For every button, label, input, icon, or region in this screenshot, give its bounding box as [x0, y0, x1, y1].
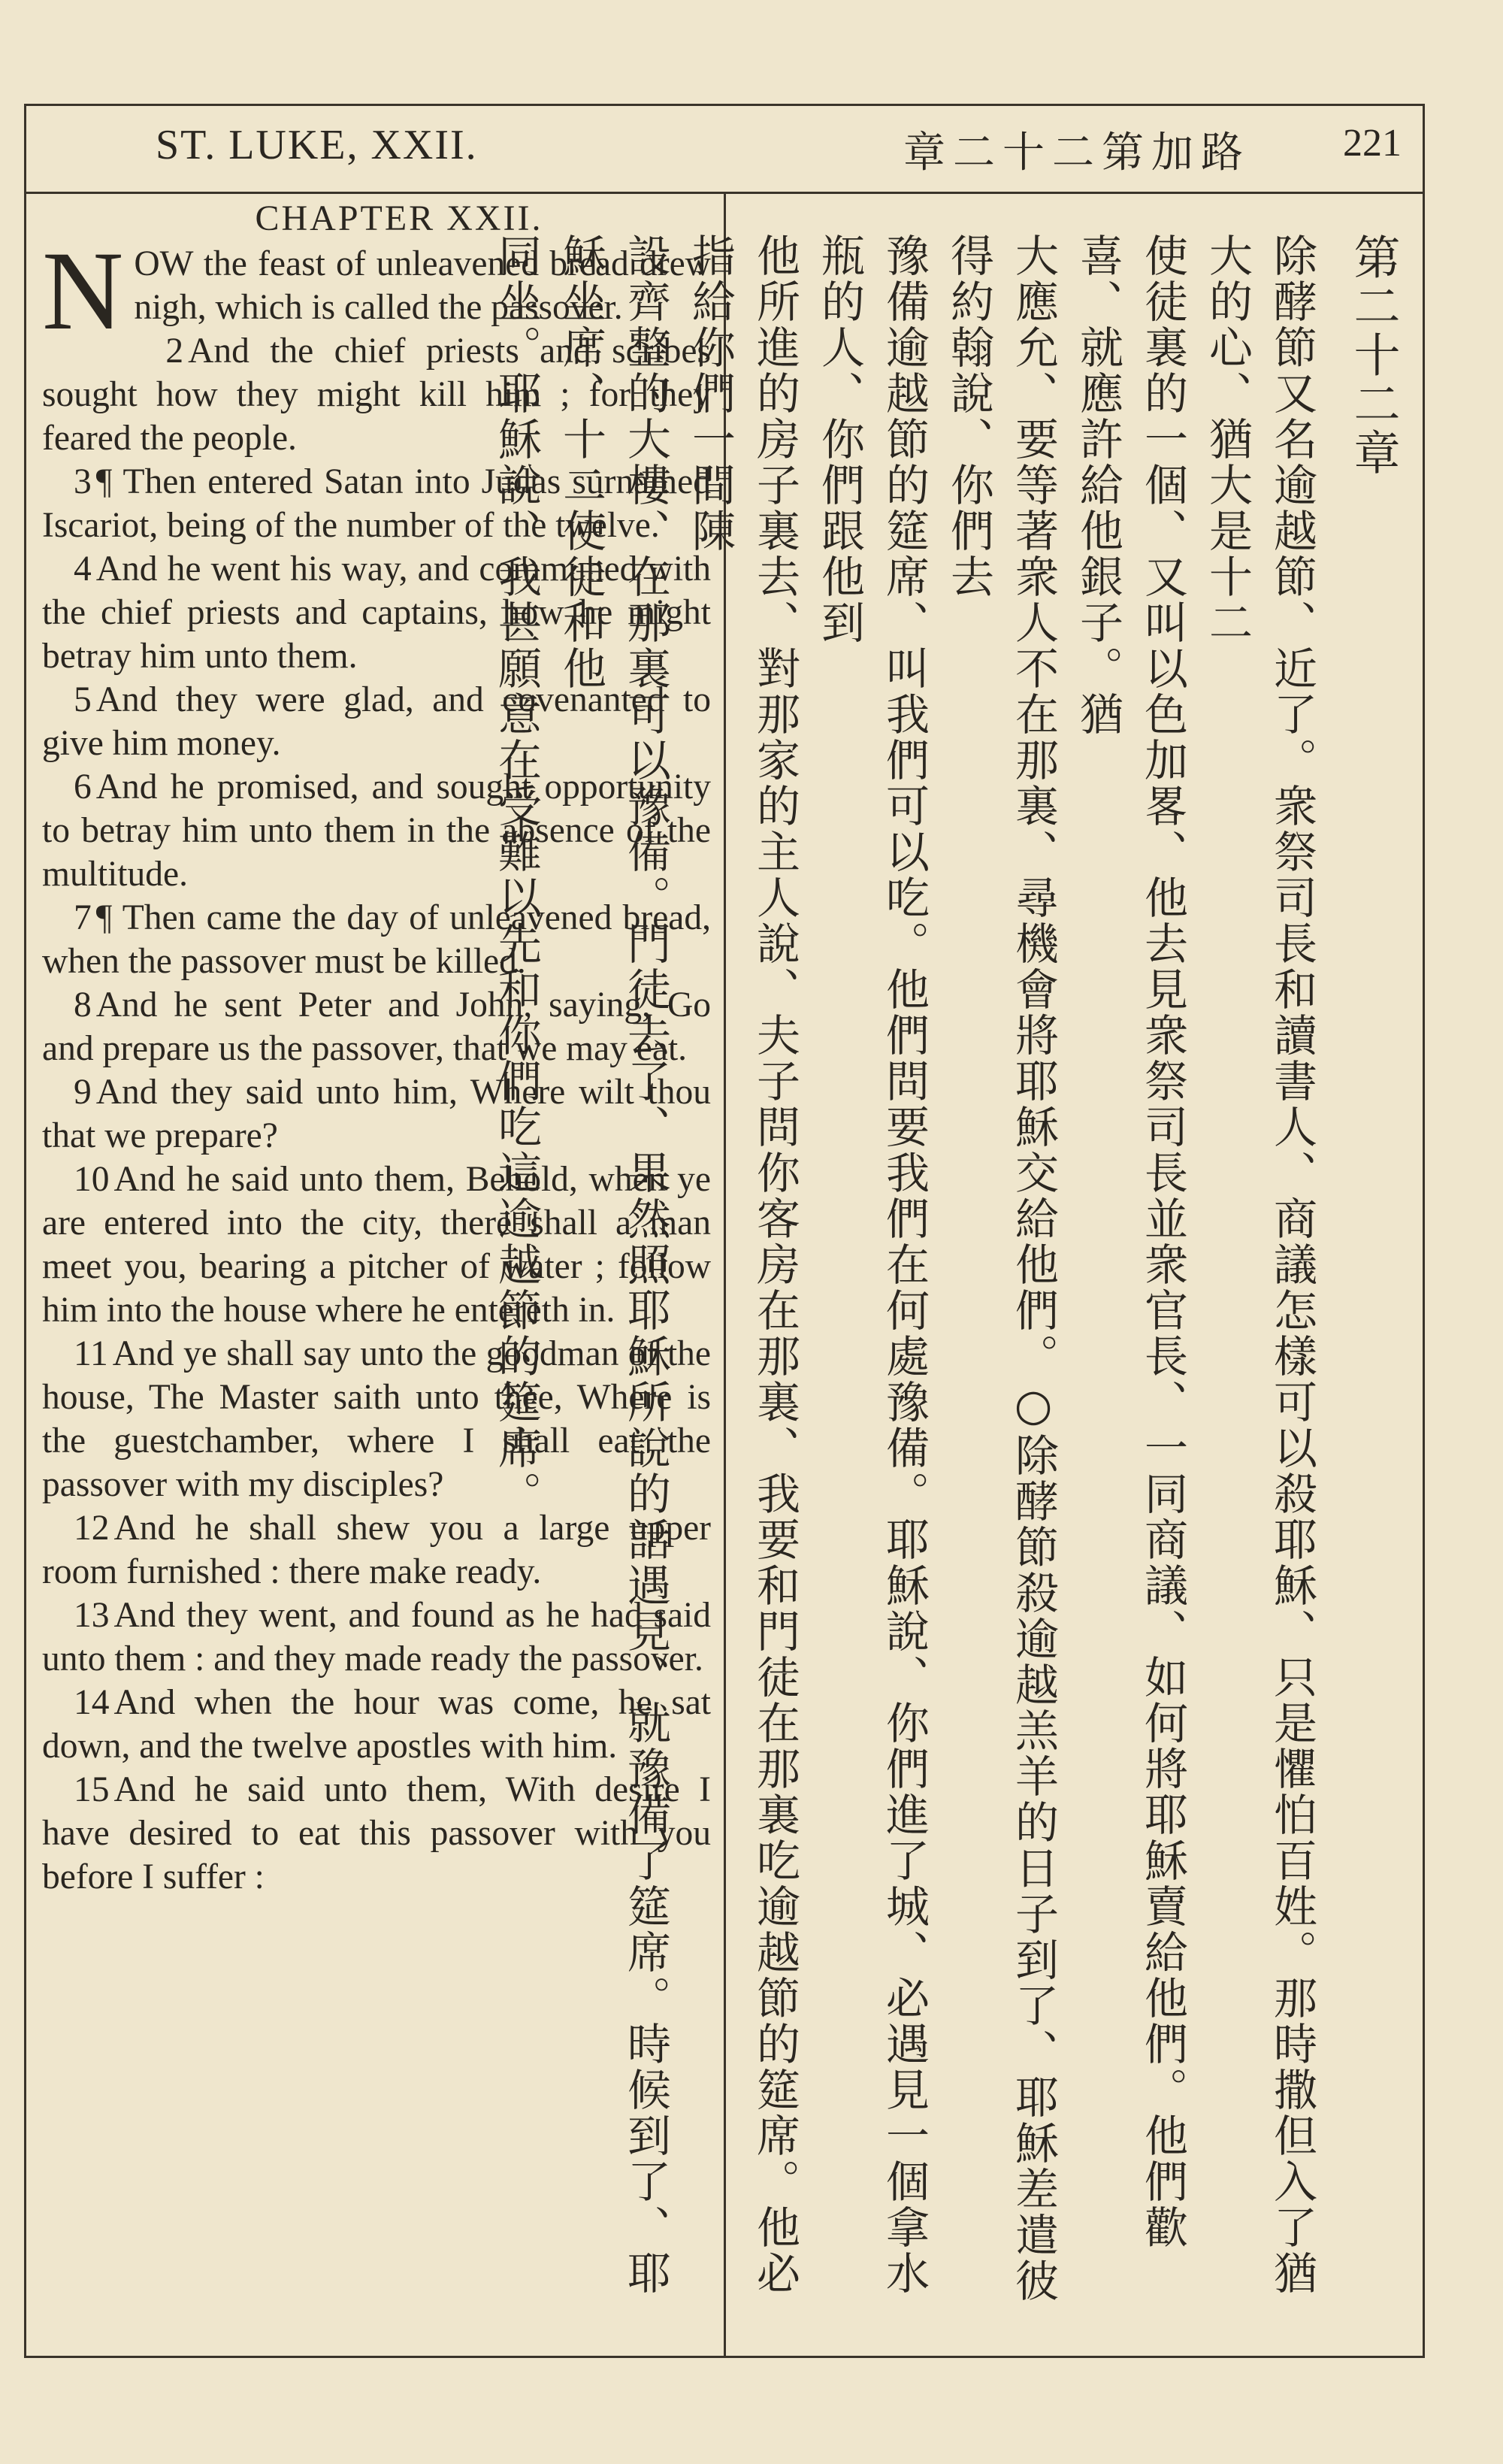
- chinese-text-line: 除酵節又名逾越節、近了。衆祭司長和讀書人、商議怎樣可以殺耶穌、只是懼怕百姓。那時撒但入了猶大的心、猶大是十二: [1202, 233, 1317, 2296]
- verse-number: 8: [74, 985, 92, 1025]
- verse-text: ¶ Then came the day of unleavened bread, when the passover must be killed.: [42, 898, 711, 981]
- verse-text: ¶ Then entered Satan into Judas surnamed Iscariot, being of the number of the twelve.: [42, 462, 711, 545]
- verse-text: And they went, and found as he had said unto them : and they made ready the passover.: [42, 1596, 711, 1678]
- verse-text: And when the hour was come, he sat down, and the twelve apostles with him.: [42, 1683, 711, 1766]
- verse-text: And he went his way, and communed with the chief priests and captains, how he might betray him unto them.: [42, 549, 711, 676]
- chinese-chapter-heading: 第二十二章: [1346, 233, 1401, 477]
- verse-number: 7: [74, 898, 92, 937]
- chinese-text-line: 大應允、要等著衆人不在那裏、尋機會將耶穌交給他們。○除酵節殺逾越羔羊的日子到了、耶穌差遣彼得約翰說、你們去: [943, 233, 1059, 2304]
- verse-number: 3: [74, 462, 92, 501]
- verse-text: And he promised, and sought opportunity to betray him unto them in the absence of the multitude.: [42, 767, 711, 894]
- verse-number: 11: [74, 1334, 108, 1373]
- verse-number: 5: [74, 680, 92, 719]
- verse-text: OW the feast of unleavened bread drew nigh, which is called the passover.: [134, 244, 711, 327]
- chinese-columns: [484, 233, 1324, 2330]
- chinese-text-line: 豫備逾越節的筵席、叫我們可以吃。他們問要我們在何處豫備。耶穌說、你們進了城、必遇見一個拿水瓶的人、你們跟他到: [814, 233, 930, 2296]
- verse-number: 14: [74, 1683, 110, 1722]
- chinese-text-line: 使徒裏的一個、又叫以色加畧、他去見衆祭司長並衆官長、一同商議、如何將耶穌賣給他們。他們歡喜、就應許給他銀子。猶: [1072, 233, 1188, 2251]
- verse-text: And he said unto them, Behold, when ye are entered into the city, there shall a man meet you, bearing a pitcher of water ; follow him into the house where he entereth in.: [42, 1160, 711, 1330]
- verse-number: 4: [74, 549, 92, 589]
- chinese-text-line: 同坐。耶穌說、我甚願意在受難以先和你們吃這逾越節的筵席。: [491, 233, 542, 1517]
- verse-number: 10: [74, 1160, 110, 1199]
- verse-text: And the chief priests and scribes sought how they might kill him ; for they feared the people.: [42, 331, 711, 458]
- header-chinese-title: 章二十二第加路: [903, 129, 1250, 177]
- verse-text: And they said unto him, Where wilt thou that we prepare?: [42, 1073, 711, 1155]
- verse-text: And they were glad, and covenanted to give him money.: [42, 680, 711, 763]
- chinese-text-line: 設齊整的大樓、在那裏可以豫備。門徒去了、果然照耶穌所說的話遇見、就豫備了筵席。時候到了、耶穌坐席、十二使徒和他: [555, 233, 671, 2296]
- verse-number: 9: [74, 1073, 92, 1112]
- verse-text: And he shall shew you a large upper room furnished : there make ready.: [42, 1509, 711, 1591]
- verse-number: 2: [165, 331, 184, 371]
- chapter-title: CHAPTER XXII.: [255, 198, 543, 238]
- running-header: [24, 104, 1423, 194]
- verse-number: 6: [74, 767, 92, 807]
- drop-cap: N: [42, 229, 124, 353]
- verse-text: And he said unto them, With desire I have desired to eat this passover with you before I suffer :: [42, 1770, 711, 1896]
- verse-number: 15: [74, 1770, 110, 1809]
- verse-text: And ye shall say unto the goodman of the house, The Master saith unto thee, Where is the guestchamber, where I shall eat the passover with my disciples?: [42, 1334, 711, 1504]
- verse-number: 13: [74, 1596, 110, 1635]
- verse-number: 12: [74, 1509, 110, 1548]
- chinese-text-line: 他所進的房子裏去、對那家的主人說、夫子問你客房在那裏、我要和門徒在那裏吃逾越節的筵席。他必指給你們一間陳: [685, 233, 800, 2296]
- verse-text: And he sent Peter and John, saying, Go and prepare us the passover, that we may eat.: [42, 985, 711, 1068]
- chinese-text-column: [491, 233, 1405, 2330]
- header-english-title: ST. LUKE, XXII.: [156, 122, 478, 168]
- page-number: 221: [1343, 122, 1402, 165]
